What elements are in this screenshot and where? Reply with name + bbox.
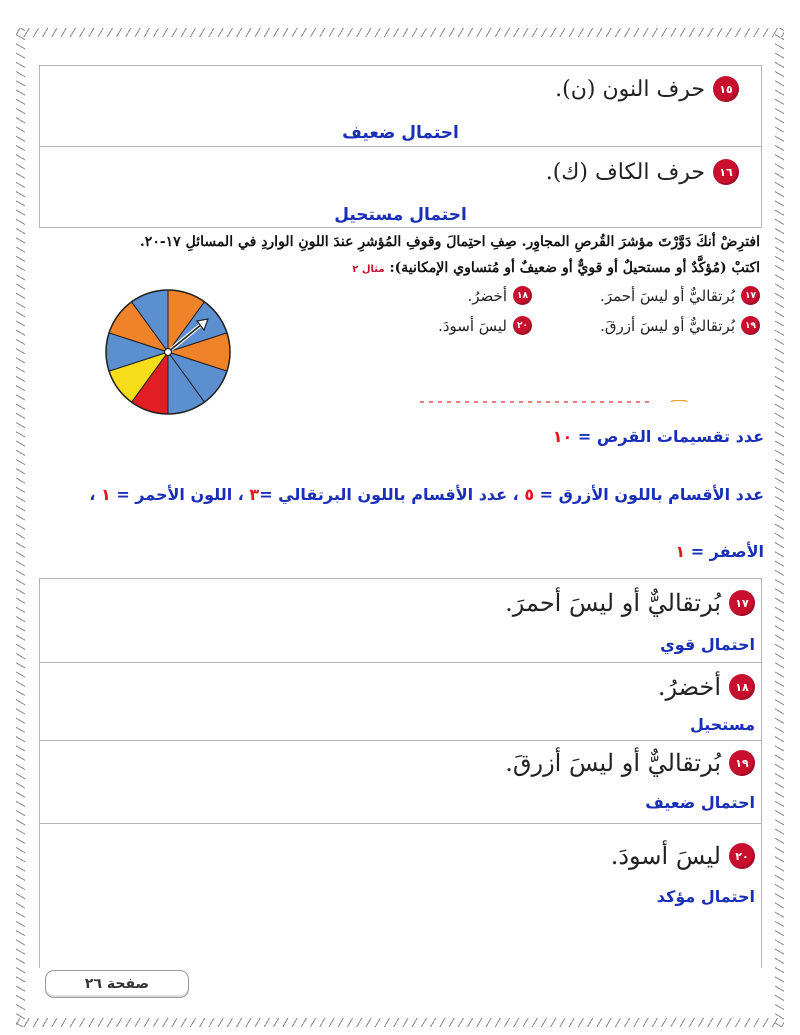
option-text: أخضرُ.	[467, 286, 507, 305]
question-text: أخضرُ.	[657, 673, 721, 701]
answer-18-box	[39, 662, 762, 741]
page-border-bottom	[16, 1018, 784, 1027]
instruction-line-1: افترِضْ أنكَ دَوَّرْتَ مؤشرَ القُرصِ المجاوِر. صِفِ احتِمالَ وقوفِ المُؤشرِ عندَ اللونِ الواردِ في المسائلِ ١٧-٢٠.	[139, 234, 760, 250]
orange-value: ٣	[249, 485, 260, 504]
spinner-hub	[165, 349, 172, 356]
trailing-comma: ،	[89, 485, 96, 504]
answer-18-question	[658, 673, 755, 701]
question-number-badge: ١٥	[713, 76, 739, 102]
question-text: حرف الكاف (ك).	[545, 159, 705, 185]
question-text: حرف النون (ن).	[555, 76, 705, 102]
question-number-badge: ١٧	[741, 286, 760, 305]
option-18	[468, 286, 533, 305]
example-ref: مثال ٢	[352, 264, 385, 275]
question-15-box	[39, 65, 762, 147]
page-number-tab: صفحة ٢٦	[45, 970, 189, 998]
answer: احتمال مؤكد	[656, 887, 755, 906]
divisions-value: ١٠	[552, 427, 573, 446]
orange-label: ، عدد الأقسام باللون البرتقالي =	[259, 485, 519, 504]
question-text: بُرتقاليٌّ أو ليسَ أحمرَ.	[505, 589, 721, 617]
option-20	[438, 316, 532, 335]
option-17	[600, 286, 760, 305]
page-border-left	[16, 28, 25, 1027]
answer: احتمال مستحيل	[334, 205, 467, 225]
question-15	[555, 76, 739, 102]
answer-17-box	[39, 578, 762, 663]
option-text: بُرتقاليٌّ أو ليسَ أزرقَ.	[600, 316, 735, 335]
answer-17-question	[505, 589, 755, 617]
question-number-badge: ١٩	[729, 750, 755, 776]
red-value: ١	[100, 485, 111, 504]
question-number-badge: ١٨	[513, 286, 532, 305]
divisions-line	[553, 427, 764, 446]
question-number-badge: ٢٠	[729, 843, 755, 869]
question-number-badge: ١٦	[713, 159, 739, 185]
answer: مستحيل	[689, 715, 755, 734]
question-16	[546, 159, 739, 185]
answer-19-box	[39, 740, 762, 824]
instruction-text: اكتبْ (مُؤكَّدٌ أو مستحيلٌ أو قويٌّ أو ضعيفٌ أو مُتساوي الإمكانية):	[389, 260, 760, 276]
option-text: ليسَ أسودَ.	[438, 316, 507, 335]
yellow-line	[675, 542, 764, 561]
spinner	[78, 282, 258, 422]
option-text: بُرتقاليٌّ أو ليسَ أحمرَ.	[600, 286, 735, 305]
page-border-right	[775, 28, 784, 1027]
question-number-badge: ٢٠	[513, 316, 532, 335]
color-counts-line	[89, 485, 764, 504]
answer-19-question	[505, 749, 755, 777]
cutoff-strip	[420, 400, 710, 404]
question-16-box	[39, 146, 762, 228]
question-number-badge: ١٩	[741, 316, 760, 335]
answer: احتمال قوي	[660, 635, 755, 654]
question-number-badge: ١٨	[729, 674, 755, 700]
page-border-top	[16, 28, 784, 37]
question-number-badge: ١٧	[729, 590, 755, 616]
instruction-line-2	[352, 260, 760, 276]
blue-value: ٥	[524, 485, 535, 504]
answer: احتمال ضعيف	[645, 793, 755, 812]
answer: احتمال ضعيف	[342, 123, 459, 143]
yellow-label: الأصفر =	[690, 542, 764, 561]
answer-20-box	[39, 823, 762, 968]
blue-label: عدد الأقسام باللون الأزرق =	[539, 485, 764, 504]
answer-20-question	[611, 842, 755, 870]
question-text: ليسَ أسودَ.	[610, 842, 721, 870]
option-19	[600, 316, 760, 335]
red-label: ، اللون الأحمر =	[116, 485, 244, 504]
divisions-label: عدد تقسيمات القرص =	[577, 427, 764, 446]
question-text: بُرتقاليٌّ أو ليسَ أزرقَ.	[505, 749, 721, 777]
yellow-value: ١	[675, 542, 686, 561]
